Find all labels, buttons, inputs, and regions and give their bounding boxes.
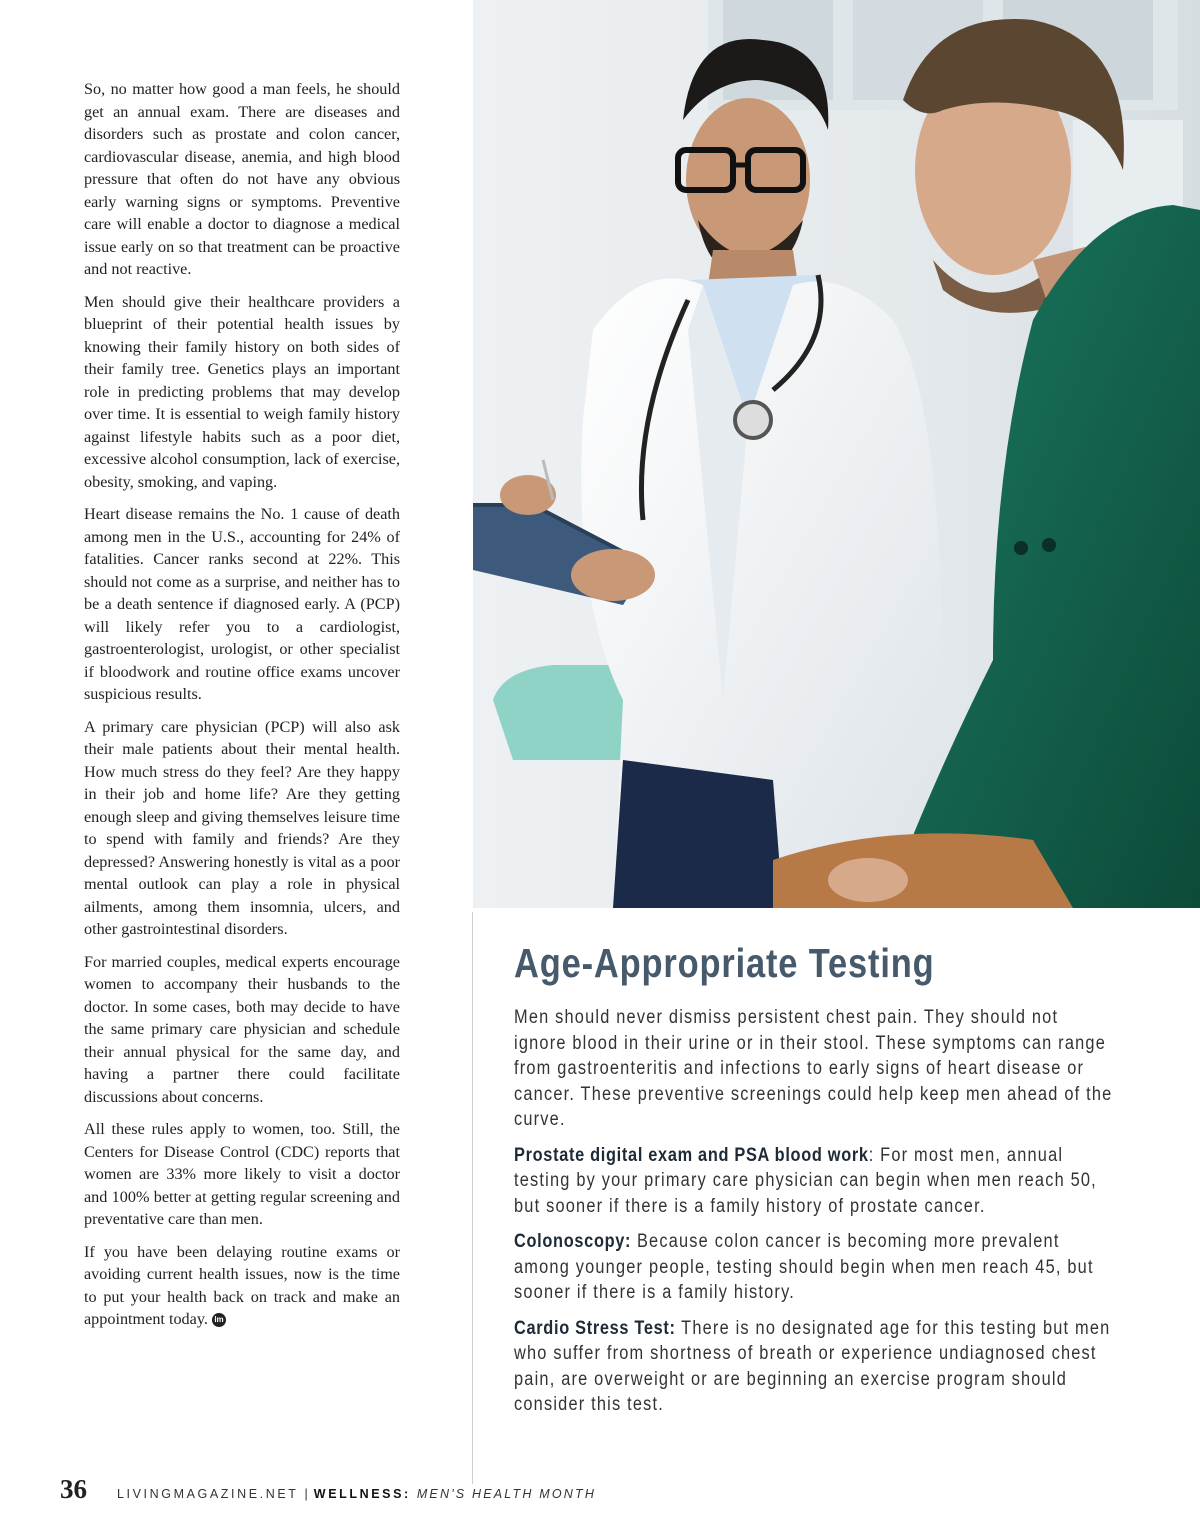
column-divider (472, 912, 473, 1484)
closing-paragraph-text: If you have been delaying routine exams or avoiding current health issues, now is the time to put your health back on track and make an appointment today. (84, 1242, 400, 1328)
test-item (514, 1229, 1116, 1306)
test-item (514, 1143, 1116, 1220)
page-number: 36 (60, 1474, 87, 1504)
topic-label: MEN'S HEALTH MONTH (416, 1487, 597, 1501)
article-paragraph (84, 1241, 400, 1331)
site-link[interactable]: LIVINGMAGAZINE.NET (117, 1487, 299, 1501)
article-paragraph: Men should give their healthcare providers a blueprint of their potential health issues by knowing their family history on both sides of their family tree. Genetics plays an important role in predicting problems that may develop over time. It is essential to weigh family history against lifestyle habits such as a poor diet, excessive alcohol consumption, lack of exercise, obesity, smoking, and vaping. (84, 292, 400, 491)
sidebar-panel (514, 940, 1114, 1428)
article-body (84, 78, 400, 1341)
sidebar-title: Age-Appropriate Testing (514, 940, 935, 986)
doctor-patient-photo (473, 0, 1200, 908)
article-paragraph: All these rules apply to women, too. Still, the Centers for Disease Control (CDC) reports that women are 33% more likely to visit a doctor and 100% better at getting regular screening and preventative care than men. (84, 1120, 400, 1228)
sidebar-intro: Men should never dismiss persistent chest pain. They should not ignore blood in their urine or in their stool. These symptoms can range from gastroenteritis and infections to early signs of heart disease or cancer. These preventive screenings could help keep men ahead of the curve. (514, 1007, 1113, 1130)
test-description: For most men, annual testing by your primary care physician can begin when men reach 50, but sooner if there is a family history of prostate cancer. (514, 1144, 1097, 1217)
test-name: Prostate digital exam and PSA blood work (514, 1144, 869, 1166)
article-paragraph: A primary care physician (PCP) will also ask their male patients about their mental health. How much stress do they feel? Are they happy in their job and home life? Are they getting enough sleep and giving themselves leisure time to spend with family and friends? Are they depressed? Answering honestly is vital as a poor mental outlook can play a role in physical ailments, among them insomnia, ulcers, and other gastrointestinal disorders. (84, 717, 400, 938)
test-description: Because colon cancer is becoming more prevalent among younger people, testing should begin when men reach 45, but sooner if there is a family history. (514, 1231, 1094, 1303)
article-paragraph: Heart disease remains the No. 1 cause of death among men in the U.S., accounting for 24% of fatalities. Cancer ranks second at 22%. This should not come as a surprise, and neither has to be a death sentence if diagnosed early. A (PCP) will likely refer you to a cardiologist, gastroenterologist, urologist, or other specialist if bloodwork and routine office exams uncover suspicious results. (84, 505, 400, 703)
test-name: Colonoscopy: (514, 1231, 632, 1252)
end-mark-icon: lm (212, 1313, 226, 1327)
page-footer (60, 1474, 596, 1504)
test-description: There is no designated age for this testing but men who suffer from shortness of breath or experience undiagnosed chest pain, are overweight or are beginning an exercise program should consider this test. (514, 1317, 1111, 1415)
test-item (514, 1316, 1116, 1418)
article-paragraph: So, no matter how good a man feels, he should get an annual exam. There are diseases and disorders such as prostate and colon cancer, cardiovascular disease, anemia, and high blood pressure that often do not have any obvious early warning signs or symptoms. Preventive care will enable a doctor to diagnose a medical issue early on so that treatment can be proactive and not reactive. (84, 80, 400, 278)
article-paragraph: For married couples, medical experts encourage women to accompany their husbands to the doctor. In some cases, both may decide to have the same primary care physician and schedule their annual physical for the same day, and having a partner there could facilitate discussions about concerns. (84, 952, 400, 1106)
section-label: WELLNESS: (313, 1487, 411, 1501)
test-name: Cardio Stress Test: (514, 1317, 676, 1339)
footer-separator: | (304, 1487, 308, 1501)
test-separator: : (868, 1144, 881, 1166)
